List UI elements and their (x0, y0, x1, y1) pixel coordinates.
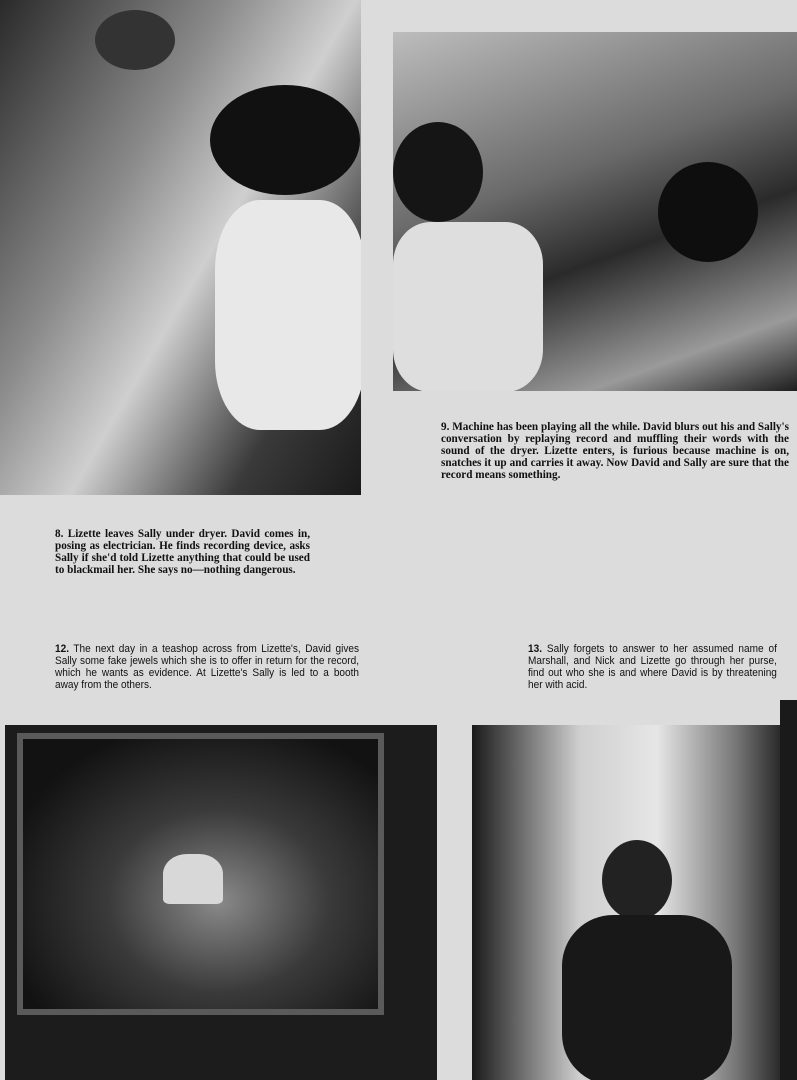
caption-text: Sally forgets to answer to her assumed name of Marshall, and Nick and Lizette go through her purse, find out who she is and where David is by threatening her with acid. (528, 643, 777, 691)
caption-8 (55, 528, 310, 576)
caption-number: 8. (55, 528, 64, 540)
cap (95, 10, 175, 70)
caption-number: 13. (528, 643, 542, 655)
photo-record-player-scene (393, 32, 797, 391)
white-blouse (215, 200, 361, 430)
photo-teashop-window (5, 725, 437, 1080)
dark-dress (562, 915, 732, 1080)
hair (602, 840, 672, 920)
caption-13 (528, 643, 777, 691)
caption-text: Machine has been playing all the while. David blurs out his and Sally's conversation by replaying record and muffling their words with the sound of the dryer. Lizette enters, is furious because machine is on, snatches it up and carries it away. Now David and Sally are sure that the record means something. (441, 421, 789, 481)
teashop-window (17, 733, 384, 1015)
page-edge (780, 700, 797, 1080)
photo-sally-threatened (472, 725, 780, 1080)
lamp (163, 854, 223, 904)
record-turntable (658, 162, 758, 262)
caption-number: 9. (441, 421, 450, 433)
caption-9 (441, 421, 789, 481)
caption-text: Lizette leaves Sally under dryer. David comes in, posing as electrician. He finds recording device, asks Sally if she'd told Lizette anything that could be used to blackmail her. She says no—nothing dangerous. (55, 528, 310, 576)
caption-number: 12. (55, 643, 69, 655)
photo-electrician-at-dryer (0, 0, 361, 495)
caption-text: The next day in a teashop across from Lizette's, David gives Sally some fake jewels which she is to offer in return for the record, which he wants as evidence. At Lizette's Sally is led to a booth away from the others. (55, 643, 359, 691)
hair-net (393, 122, 483, 222)
caption-12 (55, 643, 359, 691)
hair-net (210, 85, 360, 195)
white-blouse (393, 222, 543, 391)
